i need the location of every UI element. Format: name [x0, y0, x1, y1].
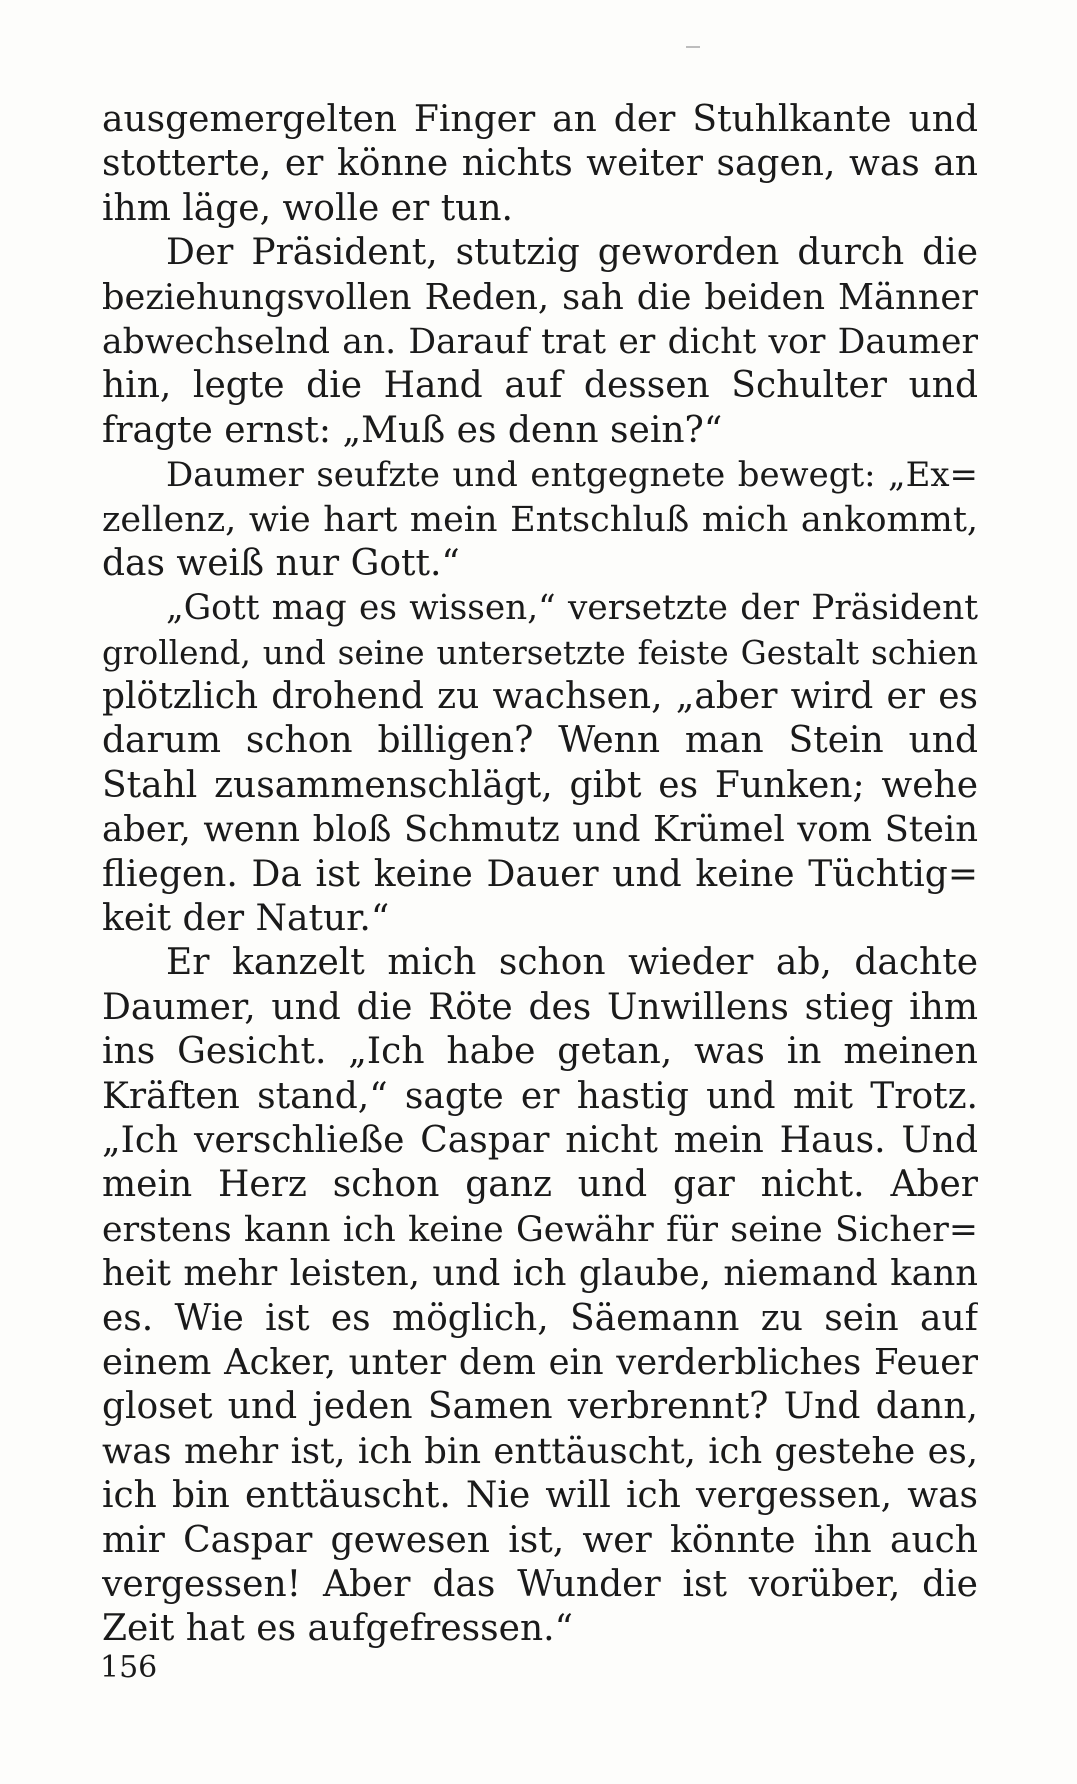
text-line: stotterte, er könne nichts weiter sagen, was an — [102, 143, 978, 185]
text-line: was mehr ist, ich bin enttäuscht, ich gestehe es, — [102, 1430, 978, 1472]
text-line: das weiß nur Gott.“ — [102, 542, 460, 584]
text-line: Daumer, und die Röte des Unwillens stieg ihm — [102, 986, 978, 1028]
text-line: keit der Natur.“ — [102, 898, 390, 940]
text-line: „Gott mag es wissen,“ versetzte der Präsident — [166, 588, 978, 629]
text-line: Kräften stand,“ sagte er hastig und mit Trotz. — [102, 1075, 978, 1117]
print-speck — [686, 46, 700, 48]
text-line: fragte ernst: „Muß es denn sein?“ — [102, 409, 723, 451]
text-line: Er kanzelt mich schon wieder ab, dachte — [166, 942, 978, 984]
text-line: ins Gesicht. „Ich habe getan, was in meinen — [102, 1031, 978, 1073]
text-line: erstens kann ich keine Gewähr für seine Sicher= — [102, 1209, 978, 1250]
text-line: grollend, und seine untersetzte feiste Gestalt schien — [102, 633, 978, 672]
text-line: plötzlich drohend zu wachsen, „aber wird er es — [102, 676, 978, 718]
text-line: Zeit hat es aufgefressen.“ — [102, 1608, 573, 1650]
page-number: 156 — [100, 1650, 158, 1685]
text-line: Daumer seufzte und entgegnete bewegt: „Ex= — [166, 455, 978, 496]
text-line: Stahl zusammenschlägt, gibt es Funken; wehe — [102, 764, 978, 806]
body-text — [102, 98, 978, 1652]
text-line: hin, legte die Hand auf dessen Schulter und — [102, 365, 978, 407]
text-line: abwechselnd an. Darauf trat er dicht vor Daumer — [102, 321, 978, 362]
text-line: zellenz, wie hart mein Entschluß mich ankommt, — [102, 499, 978, 540]
text-line: ausgemergelten Finger an der Stuhlkante und — [102, 99, 978, 140]
text-line: fliegen. Da ist keine Dauer und keine Tüchtig= — [102, 853, 978, 895]
text-line: heit mehr leisten, und ich glaube, niemand kann — [102, 1253, 978, 1295]
text-line: ich bin enttäuscht. Nie will ich vergessen, was — [102, 1475, 978, 1517]
text-line: „Ich verschließe Caspar nicht mein Haus. Und — [102, 1119, 978, 1161]
text-line: gloset und jeden Samen verbrennt? Und dann, — [102, 1386, 978, 1428]
text-line: mein Herz schon ganz und gar nicht. Aber — [102, 1164, 978, 1206]
text-line: einem Acker, unter dem ein verderbliches Feuer — [102, 1341, 978, 1383]
text-line: beziehungsvollen Reden, sah die beiden Männer — [102, 276, 978, 318]
text-line: Der Präsident, stutzig geworden durch die — [166, 232, 978, 274]
text-line: aber, wenn bloß Schmutz und Krümel vom Stein — [102, 809, 978, 851]
text-line: mir Caspar gewesen ist, wer könnte ihn auch — [102, 1519, 978, 1561]
text-line: vergessen! Aber das Wunder ist vorüber, die — [102, 1563, 978, 1605]
text-line: darum schon billigen? Wenn man Stein und — [102, 720, 978, 762]
text-line: ihm läge, wolle er tun. — [102, 187, 513, 229]
text-line: es. Wie ist es möglich, Säemann zu sein auf — [102, 1297, 978, 1339]
